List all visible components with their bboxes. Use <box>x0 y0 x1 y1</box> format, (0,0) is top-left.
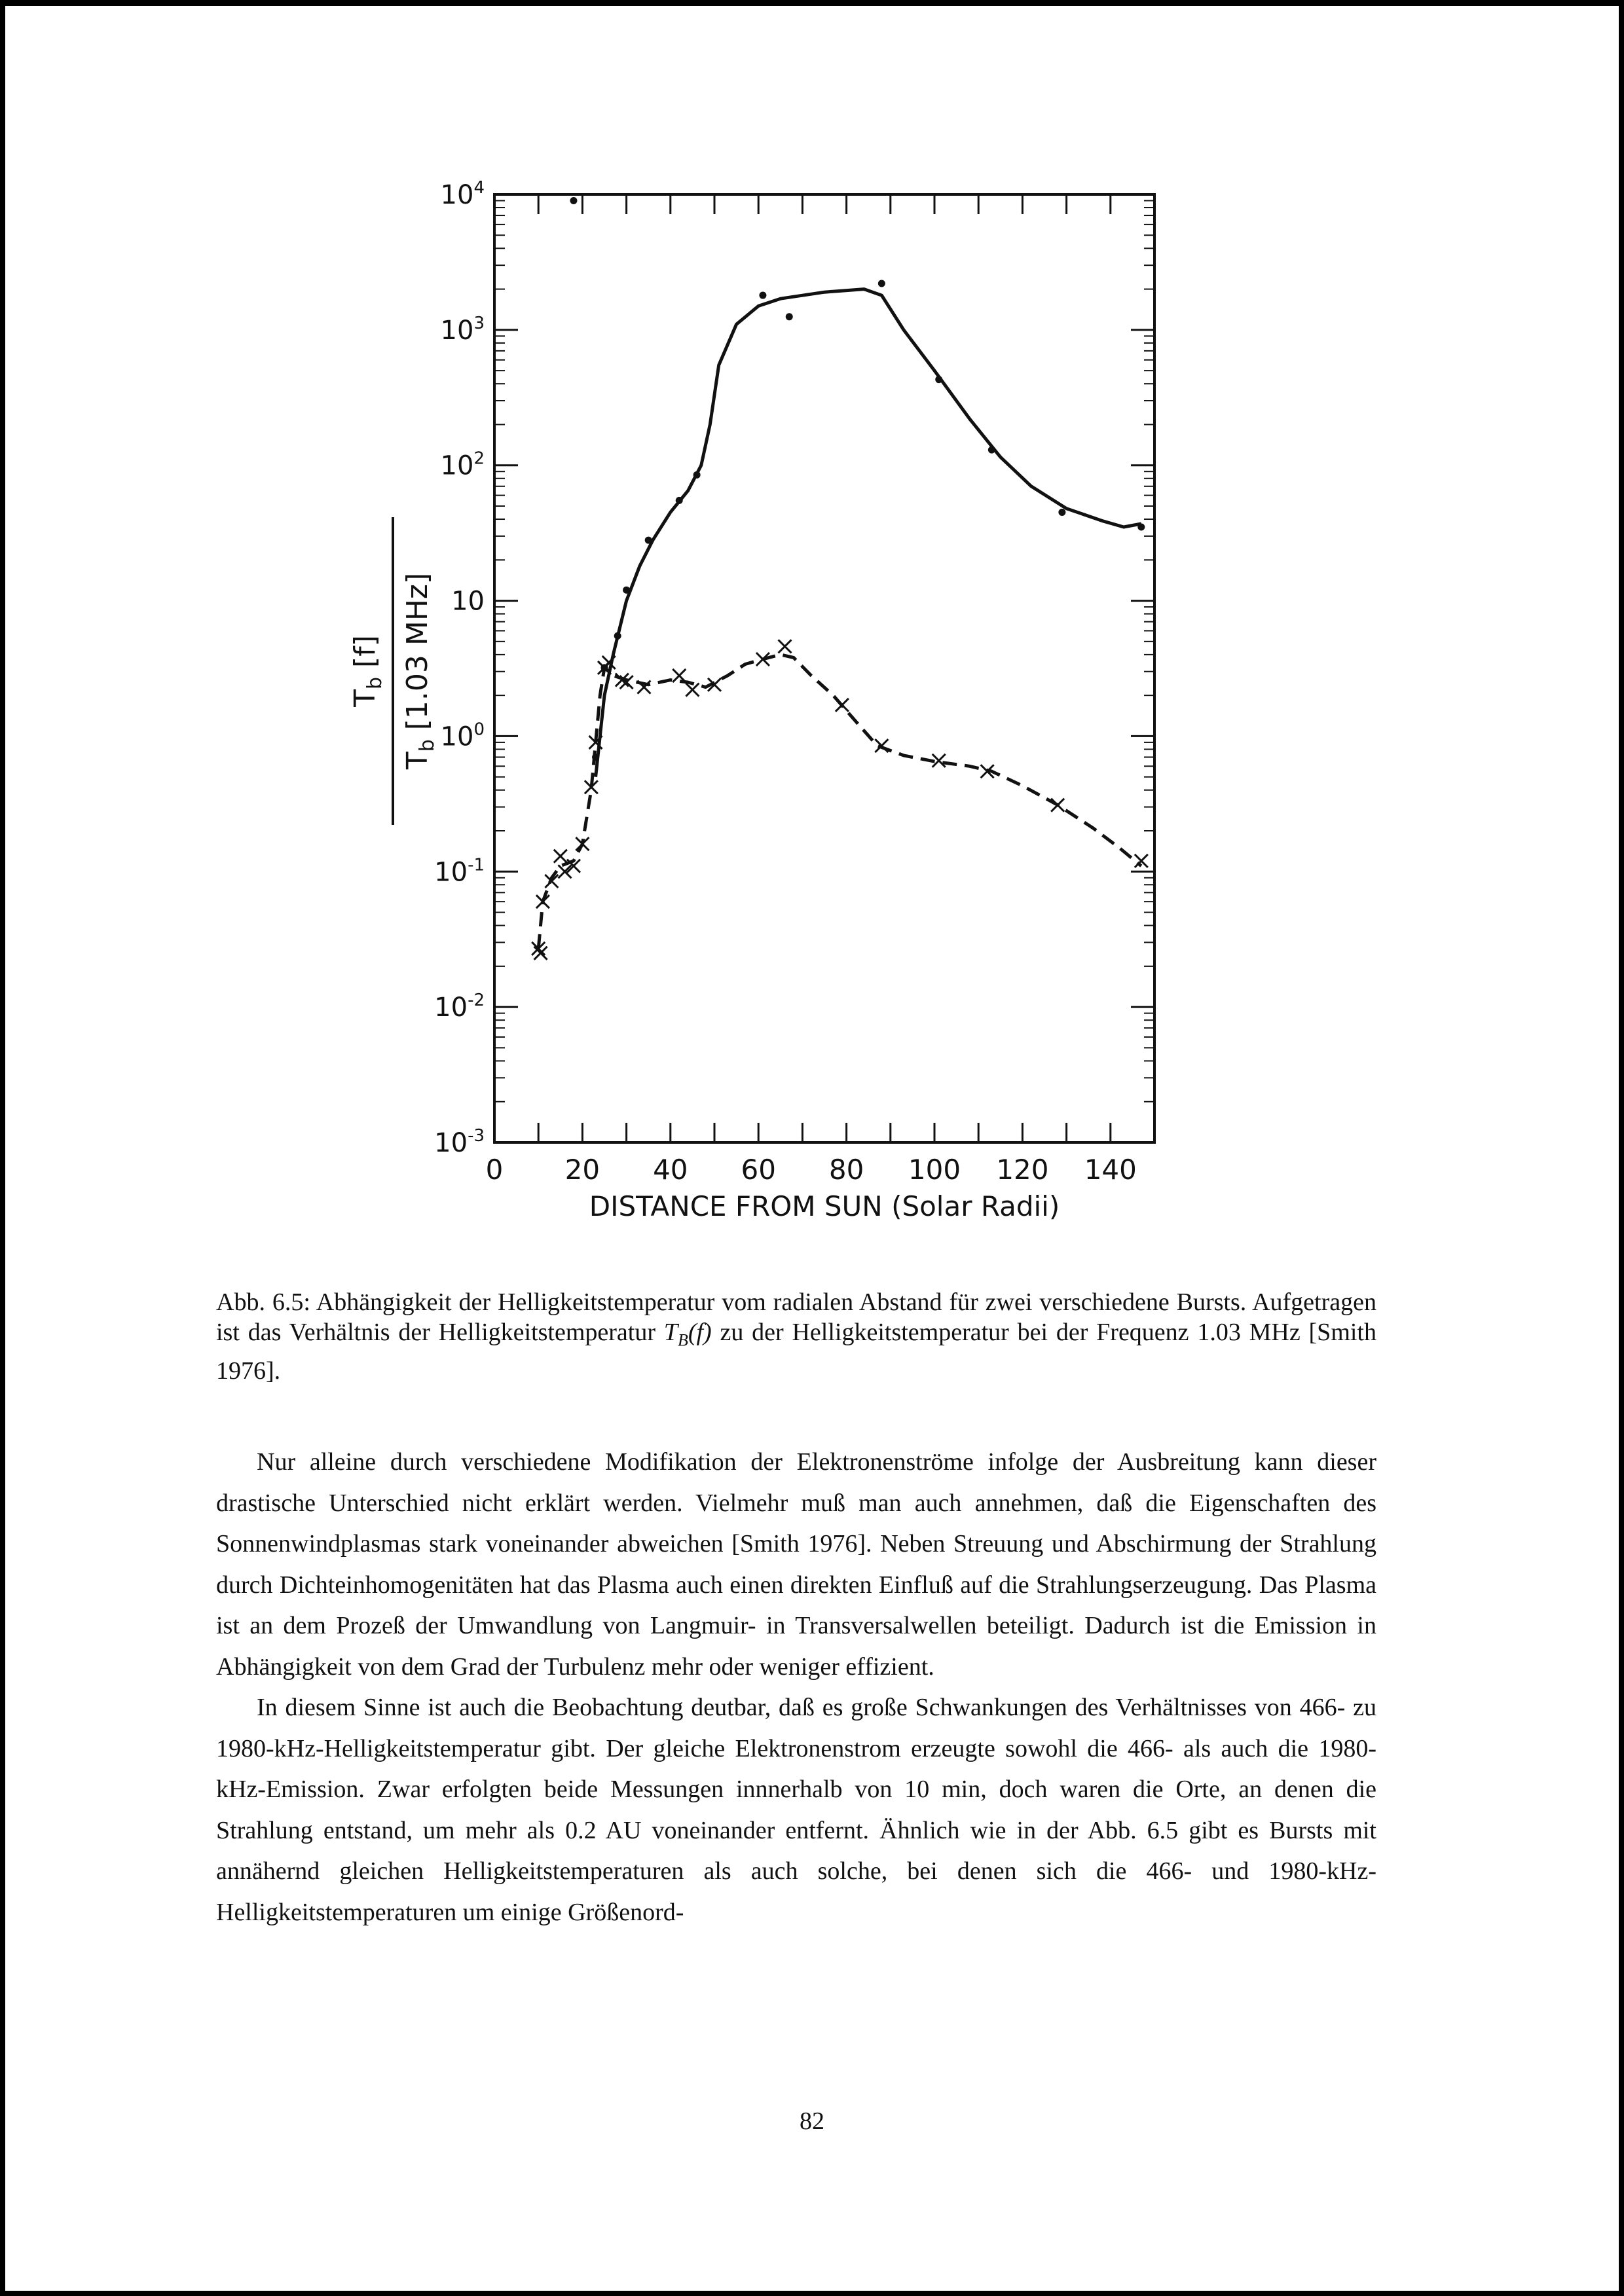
caption-math-T: T <box>663 1319 678 1346</box>
y-tick-label: $10^2$ <box>440 448 485 481</box>
page-number: 82 <box>800 2107 824 2135</box>
caption-text-after: zu der Helligkeitstemperatur bei der Frequenz 1.03 MHz [Smith 1976]. <box>216 1319 1376 1385</box>
solid-curve <box>596 289 1141 777</box>
data-point-dot <box>1137 524 1145 531</box>
data-point-x <box>534 947 547 960</box>
y-tick-label: $10^{-3}$ <box>434 1126 485 1158</box>
data-point-dot <box>988 446 995 454</box>
data-point-x <box>686 683 699 697</box>
paragraph-1: Nur alleine durch verschiedene Modifikation der Elektronenströme infolge der Ausbreitung kann dieser drastische Unterschied nicht erklärt werden. Vielmehr muß man auch annehmen, daß die Eigenschaften des Sonnenwindplasmas stark voneinander abweichen [Smith 1976]. Neben Streuung und Abschirmung der Strahlung durch Dichteinhomogenitäten hat das Plasma auch einen direkten Einfluß auf die Strahlungserzeugung. Das Plasma ist an dem Prozeß der Umwandlung von Langmuir- in Transversalwellen beteiligt. Dadurch ist die Emission in Abhängigkeit von dem Grad der Turbulenz mehr oder weniger effizient. <box>216 1448 1376 1681</box>
x-axis-label: DISTANCE FROM SUN (Solar Radii) <box>589 1190 1060 1222</box>
caption-math-arg: (f) <box>688 1319 712 1346</box>
data-point-dot <box>759 292 766 299</box>
x-tick-label: 60 <box>741 1154 776 1186</box>
data-point-x <box>1051 799 1064 812</box>
data-point-dot <box>645 537 652 544</box>
caption-text-before: Abb. 6.5: Abhängigkeit der Helligkeitstemperatur vom radialen Abstand für zwei verschiedene Bursts. Aufgetragen ist das Verhältnis der Helligkeitstemperatur <box>216 1288 1376 1346</box>
data-point-dot <box>623 587 630 594</box>
x-tick-label: 0 <box>485 1154 504 1186</box>
dashed-curve <box>538 655 1141 949</box>
data-point-x <box>620 676 633 689</box>
data-point-x <box>554 850 567 863</box>
data-point-dot <box>878 280 885 287</box>
x-tick-label: 80 <box>828 1154 864 1186</box>
x-tick-label: 100 <box>908 1154 961 1186</box>
y-tick-label: 10 <box>451 586 485 617</box>
y-tick-label: $10^4$ <box>440 178 485 210</box>
x-tick-label: 20 <box>564 1154 600 1186</box>
y-tick-label: $10^{-2}$ <box>434 991 485 1023</box>
x-tick-label: 140 <box>1084 1154 1137 1186</box>
data-point-dot <box>614 632 621 640</box>
data-point-x <box>559 865 572 878</box>
data-point-x <box>602 656 616 669</box>
x-tick-label: 120 <box>996 1154 1049 1186</box>
data-point-dot <box>786 313 793 320</box>
x-tick-label: 40 <box>653 1154 688 1186</box>
data-point-dot <box>935 376 942 383</box>
data-point-x <box>875 739 888 752</box>
figure-caption <box>216 1287 1376 1386</box>
data-point-x <box>673 669 686 682</box>
data-point-x <box>836 699 849 712</box>
data-point-dot <box>693 471 701 479</box>
data-point-dot <box>1058 509 1065 516</box>
plot-frame <box>494 194 1154 1142</box>
svg-text:Tb [f]: $T_b$ [f] <box>348 635 386 707</box>
svg-text:Tb [1.03 MHz]: $T_b$ [1.03 MHz] <box>401 572 439 770</box>
paragraph-2: In diesem Sinne ist auch die Beobachtung deutbar, daß es große Schwankungen des Verhältnisses von 466- zu 1980-kHz-Helligkeitstemperatur gibt. Der gleiche Elektronenstrom erzeugte sowohl die 466- als auch die 1980-kHz-Emission. Zwar erfolgten beide Messungen innnerhalb von 10 min, doch waren die Orte, an denen die Strahlung entstand, um mehr als 0.2 AU voneinander entfernt. Ähnlich wie in der Abb. 6.5 gibt es Bursts mit annähernd gleichen Helligkeitstemperaturen als auch solche, bei denen sich die 466- und 1980-kHz-Helligkeitstemperaturen um einige Größenord- <box>216 1694 1376 1926</box>
y-axis-label <box>348 517 439 825</box>
caption-math-sub: B <box>677 1330 688 1350</box>
scan-border-bottom <box>0 2291 1624 2296</box>
data-point-dot <box>570 197 577 204</box>
y-tick-label: $10^{-1}$ <box>434 855 485 888</box>
y-tick-label: $10^3$ <box>440 313 485 346</box>
body-text <box>216 1442 1376 1933</box>
y-tick-label: $10^0$ <box>440 720 485 752</box>
data-point-x <box>779 640 792 653</box>
data-point-dot <box>676 497 683 504</box>
